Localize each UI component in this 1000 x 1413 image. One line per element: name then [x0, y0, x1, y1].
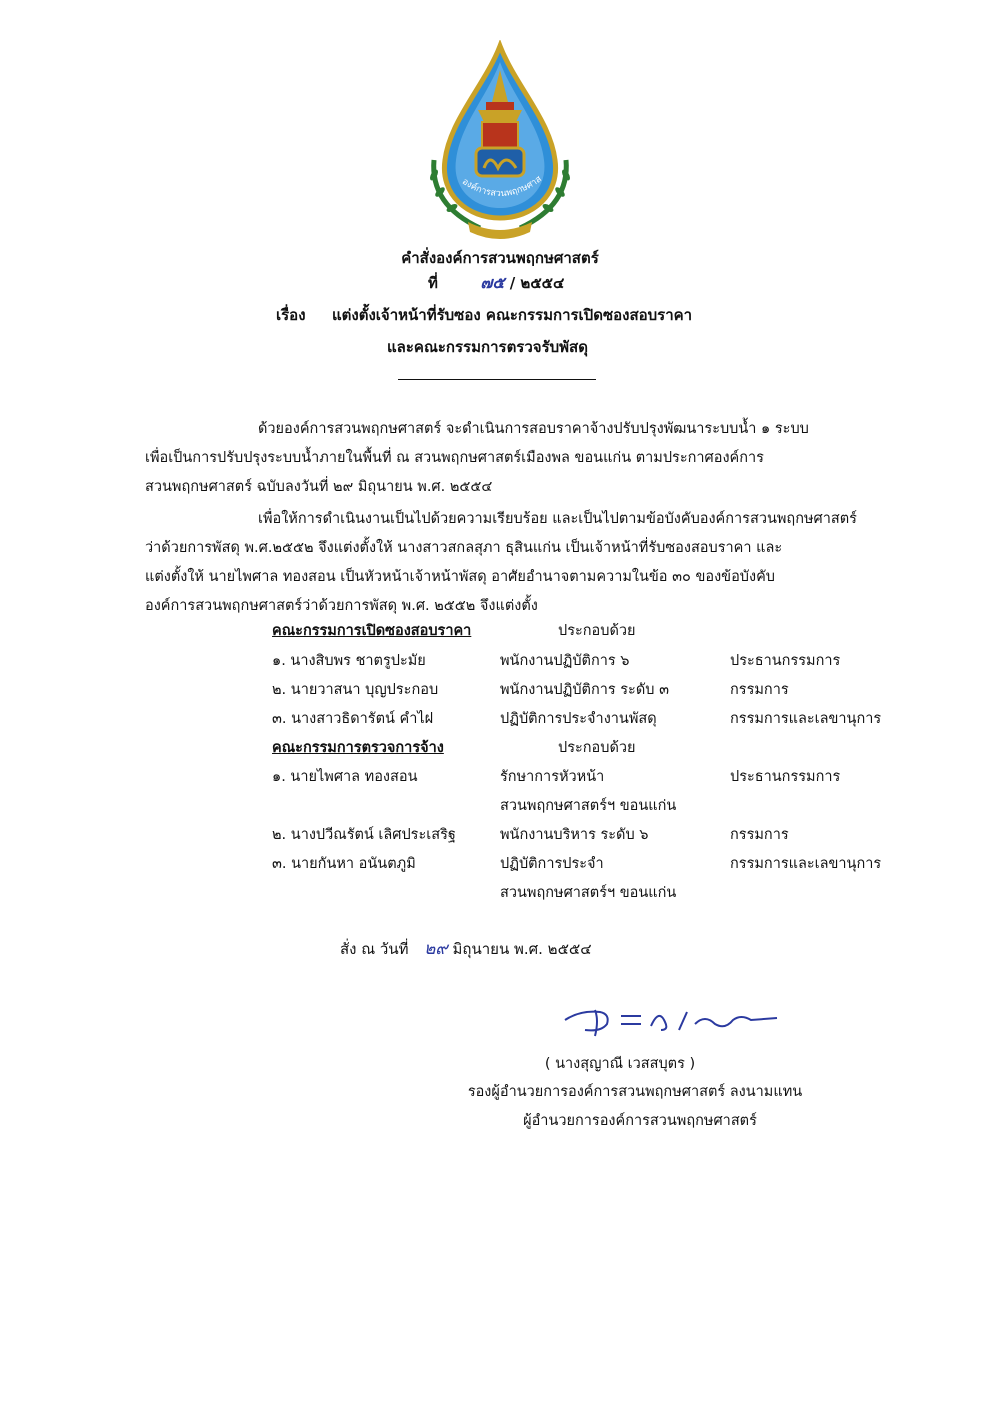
subject-label: เรื่อง — [276, 306, 306, 324]
c1-member-1-role: ประธานกรรมการ — [730, 653, 841, 669]
c2-member-1-position-2: สวนพฤกษศาสตร์ฯ ขอนแก่น — [500, 798, 677, 814]
p1-line-2: เพื่อเป็นการปรับปรุงระบบน้ำภายในพื้นที่ ณ สวนพฤกษศาสตร์เมืองพล ขอนแก่น ตามประกาศองค์การ — [145, 450, 764, 466]
subject-text-2: และคณะกรรมการตรวจรับพัสดุ — [387, 338, 588, 356]
signer-title-2: ผู้อำนวยการองค์การสวนพฤกษศาสตร์ — [523, 1113, 757, 1129]
c1-member-1-position: พนักงานปฏิบัติการ ๖ — [500, 653, 630, 669]
p2-line-3: แต่งตั้งให้ นายไพศาล ทองสอน เป็นหัวหน้าเจ้าหน้าพัสดุ อาศัยอำนาจตามความในข้อ ๓๐ ของข้อบังคับ — [145, 569, 775, 585]
number-label: ที่ — [428, 274, 438, 292]
c2-member-3-name: ๓. นายกันหา อนันตภูมิ — [272, 856, 416, 872]
p2-line-4: องค์การสวนพฤกษศาสตร์ว่าด้วยการพัสดุ พ.ศ. ๒๕๕๒ จึงแต่งตั้ง — [145, 598, 538, 614]
paragraph-2 — [145, 505, 885, 621]
c2-member-2-name: ๒. นางปวีณรัตน์ เลิศประเสริฐ — [272, 827, 456, 843]
logo-arc-text: องค์การสวนพฤกษศาส — [460, 174, 544, 200]
c1-member-2-role: กรรมการ — [730, 682, 789, 698]
c2-member-2-role: กรรมการ — [730, 827, 789, 843]
c1-member-3-position: ปฏิบัติการประจำงานพัสดุ — [500, 711, 657, 727]
committee-1-consists: ประกอบด้วย — [558, 623, 636, 639]
order-title: คำสั่งองค์การสวนพฤกษศาสตร์ — [401, 249, 599, 267]
c2-member-3-position-2: สวนพฤกษศาสตร์ฯ ขอนแก่น — [500, 885, 677, 901]
number-year: / ๒๕๕๔ — [509, 274, 565, 292]
header-divider — [398, 379, 596, 380]
paragraph-1 — [145, 415, 885, 502]
committee-2-heading: คณะกรรมการตรวจการจ้าง — [272, 740, 444, 756]
c1-member-2-name: ๒. นายวาสนา บุญประกอบ — [272, 682, 439, 698]
c1-member-2-position: พนักงานปฏิบัติการ ระดับ ๓ — [500, 682, 669, 698]
c2-member-1-position: รักษาการหัวหน้า — [500, 769, 605, 785]
c1-member-3-role: กรรมการและเลขานุการ — [730, 711, 882, 727]
organization-logo — [420, 40, 580, 240]
c2-member-1-role: ประธานกรรมการ — [730, 769, 841, 785]
order-number-line — [428, 271, 564, 296]
c2-member-1-name: ๑. นายไพศาล ทองสอน — [272, 769, 418, 785]
signer-name: ( นางสุญาณี เวสสบุตร ) — [544, 1056, 696, 1072]
order-date-prefix: สั่ง ณ วันที่ — [340, 940, 409, 958]
c2-member-2-position: พนักงานบริหาร ระดับ ๖ — [500, 827, 649, 843]
committee-2-consists: ประกอบด้วย — [558, 740, 636, 756]
order-date-rest: มิถุนายน พ.ศ. ๒๕๕๔ — [452, 940, 592, 958]
committee-1-heading: คณะกรรมการเปิดซองสอบราคา — [272, 623, 472, 639]
signer-title-1: รองผู้อำนวยการองค์การสวนพฤกษศาสตร์ ลงนามแทน — [467, 1084, 803, 1100]
c2-member-3-position: ปฏิบัติการประจำ — [500, 856, 604, 872]
handwritten-number: ๗๕ — [480, 273, 505, 292]
p2-line-2: ว่าด้วยการพัสดุ พ.ศ.๒๕๕๒ จึงแต่งตั้งให้ นางสาวสกลสุภา ธุสินแก่น เป็นเจ้าหน้าที่รับซองสอบราคา และ — [145, 540, 783, 556]
p1-line-1: ด้วยองค์การสวนพฤกษศาสตร์ จะดำเนินการสอบราคาจ้างปรับปรุงพัฒนาระบบน้ำ ๑ ระบบ — [258, 421, 809, 437]
p2-line-1: เพื่อให้การดำเนินงานเป็นไปด้วยความเรียบร้อย และเป็นไปตามข้อบังคับองค์การสวนพฤกษศาสตร์ — [258, 511, 857, 527]
c1-member-1-name: ๑. นางสิบพร ชาตรูปะมัย — [272, 653, 426, 669]
handwritten-signature — [555, 1000, 785, 1045]
c2-member-3-role: กรรมการและเลขานุการ — [730, 856, 882, 872]
p1-line-3: สวนพฤกษศาสตร์ ฉบับลงวันที่ ๒๙ มิถุนายน พ.ศ. ๒๕๕๔ — [145, 479, 493, 495]
subject-line — [276, 303, 692, 327]
order-date — [340, 935, 592, 962]
c1-member-3-name: ๓. นางสาวธิดารัตน์ คำไฝ — [272, 711, 434, 727]
subject-text-1: แต่งตั้งเจ้าหน้าที่รับซอง คณะกรรมการเปิดซองสอบราคา — [332, 306, 693, 324]
handwritten-day: ๒๙ — [424, 939, 448, 959]
